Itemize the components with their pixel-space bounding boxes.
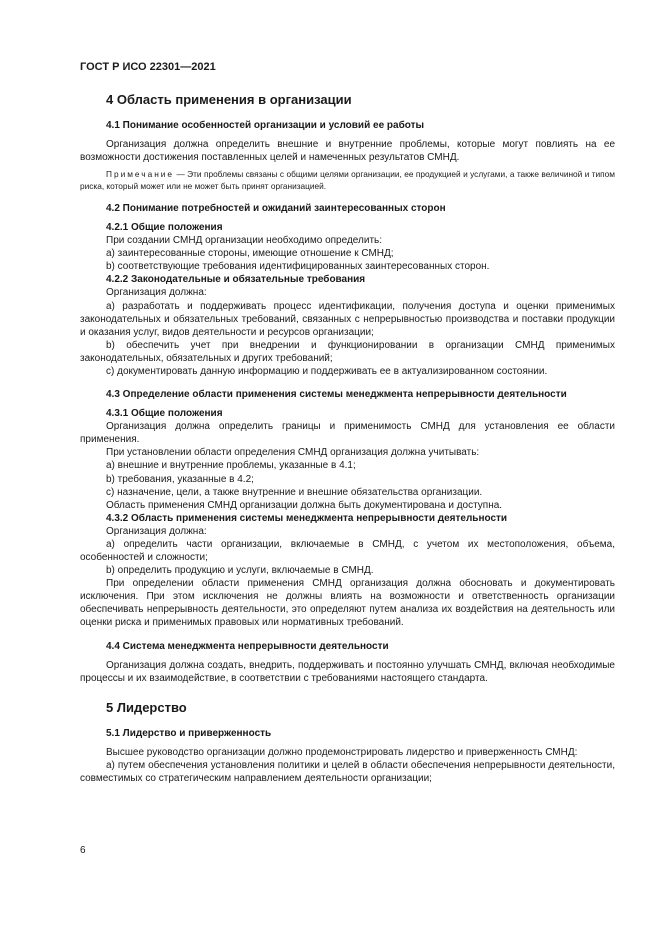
section-4-4-paragraph: Организация должна создать, внедрить, поддерживать и постоянно улучшать СМНД, включая необходимые процессы и их взаимодействие, в соответствии с требованиями настоящего стандарта. <box>80 659 615 684</box>
list-item: a) заинтересованные стороны, имеющие отношение к СМНД; <box>106 248 394 260</box>
note-text: — Эти проблемы связаны с общими целями организации, ее продукцией и услугами, а также величиной и типом риска, который может или не может быть принят организацией. <box>80 169 615 191</box>
section-4-2-2-title: 4.2.2 Законодательные и обязательные требования <box>106 274 366 286</box>
list-item: b) требования, указанные в 4.2; <box>106 473 254 485</box>
section-4-2-2-paragraph: Организация должна: <box>106 287 207 299</box>
list-item: b) определить продукцию и услуги, включаемые в СМНД. <box>106 565 374 577</box>
page-number: 6 <box>80 845 86 856</box>
section-5-title: 5 Лидерство <box>106 699 187 715</box>
section-4-2-1-paragraph: При создании СМНД организации необходимо определить: <box>106 235 383 247</box>
section-4-3-2-title: 4.3.2 Область применения системы менеджмента непрерывности деятельности <box>106 512 508 524</box>
section-4-3-2-paragraph-2: При определении области применения СМНД организация должна обосновать и документировать исключения. При этом исключения не должны влиять на возможности и ответственность организации обеспечивать непрерывность деятельности, это определяют путем анализа их воздействия на деятельность или оценки риска и применимых правовых или нормативных требований. <box>80 578 615 629</box>
note-label: Примечание <box>106 169 175 180</box>
section-4-3-2-paragraph: Организация должна: <box>106 525 207 537</box>
list-item: b) обеспечить учет при внедрении и функционировании в организации СМНД применимых законодательных, обязательных и других требований; <box>80 339 615 364</box>
section-5-1-title: 5.1 Лидерство и приверженность <box>106 727 272 739</box>
note <box>80 169 615 192</box>
section-4-3-1-paragraph: Организация должна определить границы и применимость СМНД для установления ее области применения. <box>80 421 615 446</box>
list-item: b) соответствующие требования идентифицированных заинтересованных сторон. <box>106 261 490 273</box>
section-4-1-title: 4.1 Понимание особенностей организации и условий ее работы <box>106 120 425 131</box>
section-4-2-title: 4.2 Понимание потребностей и ожиданий заинтересованных сторон <box>106 203 446 215</box>
section-4-3-1-paragraph-3: Область применения СМНД организации должна быть документирована и доступна. <box>106 499 503 511</box>
section-5-1-paragraph: Высшее руководство организации должно продемонстрировать лидерство и приверженность СМНД: <box>106 746 578 758</box>
list-item: a) разработать и поддерживать процесс идентификации, получения доступа и оценки применимых законодательных и обязательных требований, связанных с непрерывностью производства и поставки продукции и оказания услуг, видов деятельности и ресурсов организации; <box>80 300 615 338</box>
list-item: a) определить части организации, включаемые в СМНД, с учетом их местоположения, объема, особенностей и сложности; <box>80 538 615 563</box>
list-item: a) путем обеспечения установления политики и целей в области обеспечения непрерывности деятельности, совместимых со стратегическим направлением деятельности организации; <box>80 759 615 784</box>
page-content <box>80 91 615 785</box>
list-item: c) документировать данную информацию и поддерживать ее в актуализированном состоянии. <box>106 366 548 378</box>
section-4-1-paragraph: Организация должна определить внешние и внутренние проблемы, которые могут повлиять на ее возможности достижения поставленных целей и намеченных результатов СМНД. <box>80 139 615 164</box>
section-4-3-1-paragraph-2: При установлении области определения СМНД организация должна учитывать: <box>106 447 480 459</box>
list-item: c) назначение, цели, а также внутренние и внешние обязательства организации. <box>106 486 483 498</box>
section-4-2-1-title: 4.2.1 Общие положения <box>106 222 223 234</box>
section-4-title: 4 Область применения в организации <box>106 92 352 107</box>
standard-header: ГОСТ Р ИСО 22301—2021 <box>80 61 216 73</box>
section-4-3-1-title: 4.3.1 Общие положения <box>106 408 223 420</box>
section-4-3-title: 4.3 Определение области применения системы менеджмента непрерывности деятельности <box>106 389 567 401</box>
section-4-4-title: 4.4 Система менеджмента непрерывности деятельности <box>106 640 389 652</box>
list-item: a) внешние и внутренние проблемы, указанные в 4.1; <box>106 460 356 472</box>
